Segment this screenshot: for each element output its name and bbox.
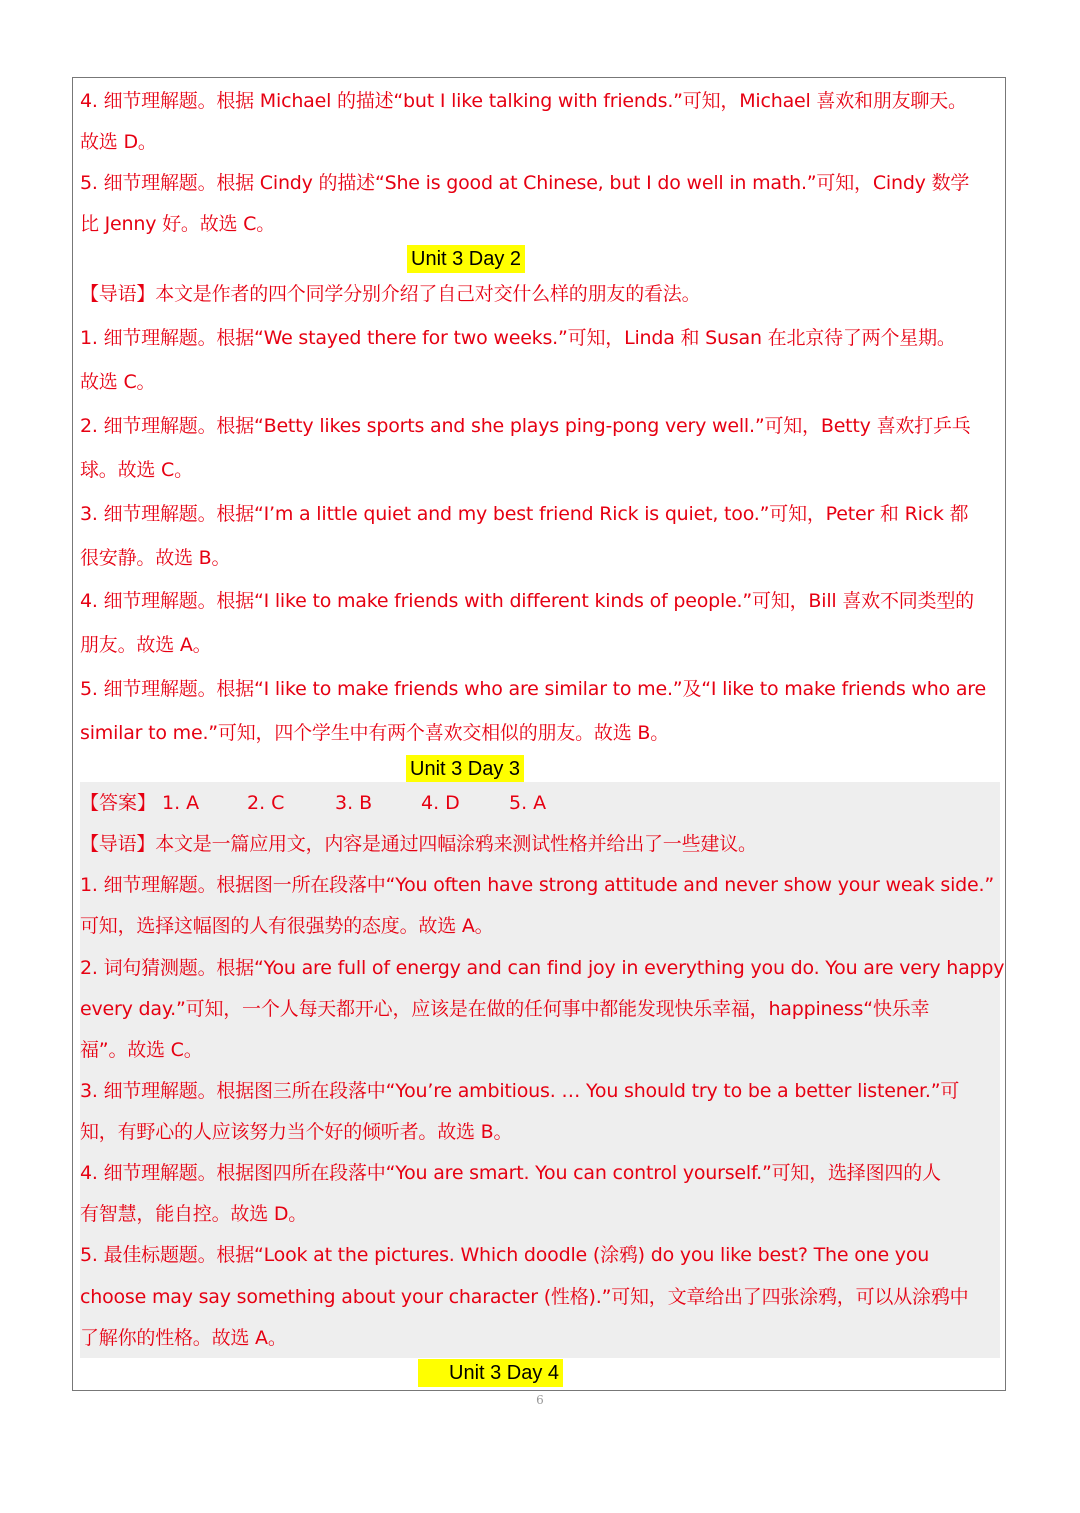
- section-heading-day2: Unit 3 Day 2: [407, 245, 525, 273]
- day1-line: 4. 细节理解题。根据 Michael 的描述“but I like talking with friends.”可知，Michael 喜欢和朋友聊天。: [80, 90, 967, 112]
- answer-item: 2. C: [247, 792, 285, 814]
- day3-line: 可知，选择这幅图的人有很强势的态度。故选 A。: [80, 915, 494, 937]
- day2-line: 5. 细节理解题。根据“I like to make friends who are similar to me.”及“I like to make friends who are: [80, 678, 986, 700]
- day1-line: 比 Jenny 好。故选 C。: [80, 213, 276, 235]
- day3-line: 5. 最佳标题题。根据“Look at the pictures. Which doodle (涂鸦) do you like best? The one you: [80, 1244, 930, 1266]
- day2-line: 3. 细节理解题。根据“I’m a little quiet and my best friend Rick is quiet, too.”可知，Peter 和 Rick 都: [80, 503, 969, 525]
- day3-line: 1. 细节理解题。根据图一所在段落中“You often have strong attitude and never show your weak side.”: [80, 874, 995, 896]
- day1-line: 5. 细节理解题。根据 Cindy 的描述“She is good at Chinese, but I do well in math.”可知，Cindy 数学: [80, 172, 970, 194]
- answer-item: 1. A: [162, 792, 200, 814]
- day2-line: 很安静。故选 B。: [80, 547, 231, 569]
- day3-line: 【导语】本文是一篇应用文，内容是通过四幅涂鸦来测试性格并给出了一些建议。: [80, 833, 757, 855]
- day2-line: 4. 细节理解题。根据“I like to make friends with different kinds of people.”可知，Bill 喜欢不同类型的: [80, 590, 974, 612]
- day3-line: 福”。故选 C。: [80, 1039, 203, 1061]
- day3-line: 4. 细节理解题。根据图四所在段落中“You are smart. You can control yourself.”可知，选择图四的人: [80, 1162, 941, 1184]
- section-heading-day4: Unit 3 Day 4: [418, 1359, 563, 1387]
- answer-item: 4. D: [421, 792, 460, 814]
- day3-line: 3. 细节理解题。根据图三所在段落中“You’re ambitious. … You should try to be a better listener.”可: [80, 1080, 960, 1102]
- day2-line: 【导语】本文是作者的四个同学分别介绍了自己对交什么样的朋友的看法。: [80, 283, 701, 305]
- day2-line: 朋友。故选 A。: [80, 634, 212, 656]
- answer-block-shading: [80, 782, 1005, 1358]
- day2-line: 球。故选 C。: [80, 459, 193, 481]
- day3-line: 了解你的性格。故选 A。: [80, 1327, 287, 1349]
- day3-line: every day.”可知，一个人每天都开心，应该是在做的任何事中都能发现快乐幸福，happiness“快乐幸: [80, 998, 930, 1020]
- day2-line: 2. 细节理解题。根据“Betty likes sports and she plays ping-pong very well.”可知，Betty 喜欢打乒乓: [80, 415, 971, 437]
- day2-line: 故选 C。: [80, 371, 156, 393]
- day3-line: 知，有野心的人应该努力当个好的倾听者。故选 B。: [80, 1121, 513, 1143]
- day3-line: 2. 词句猜测题。根据“You are full of energy and can find joy in everything you do. You are very happy: [80, 957, 1005, 979]
- answer-item: 3. B: [335, 792, 373, 814]
- day3-line: choose may say something about your character (性格).”可知，文章给出了四张涂鸦，可以从涂鸦中: [80, 1286, 969, 1308]
- day2-line: 1. 细节理解题。根据“We stayed there for two weeks.”可知，Linda 和 Susan 在北京待了两个星期。: [80, 327, 956, 349]
- answer-label: 【答案】: [80, 792, 157, 814]
- day3-line: 有智慧，能自控。故选 D。: [80, 1203, 308, 1225]
- answer-item: 5. A: [509, 792, 547, 814]
- page-number: 6: [536, 1393, 544, 1407]
- day2-line: similar to me.”可知，四个学生中有两个喜欢交相似的朋友。故选 B。: [80, 722, 670, 744]
- section-heading-day3: Unit 3 Day 3: [406, 755, 524, 783]
- day1-line: 故选 D。: [80, 131, 157, 153]
